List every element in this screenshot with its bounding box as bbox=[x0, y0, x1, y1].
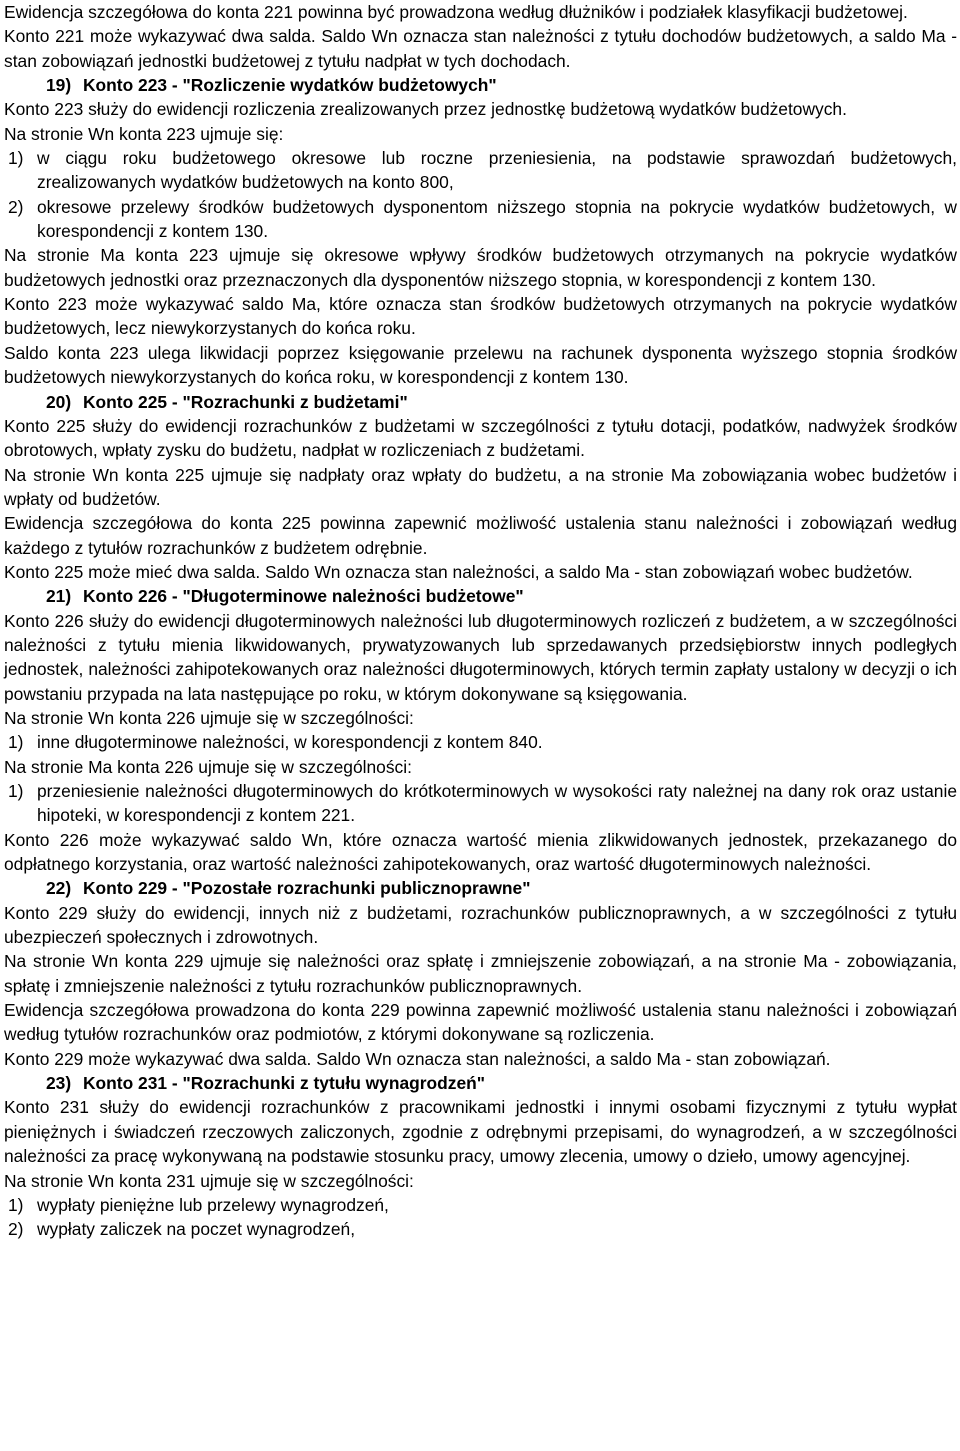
section-heading bbox=[4, 876, 957, 900]
list-item bbox=[4, 779, 957, 828]
section-title: Konto 229 - "Pozostałe rozrachunki publicznoprawne" bbox=[83, 878, 531, 899]
section-title: Konto 223 - "Rozliczenie wydatków budżetowych" bbox=[83, 75, 497, 96]
section-number: 23) bbox=[46, 1073, 72, 1094]
section-title: Konto 231 - "Rozrachunki z tytułu wynagrodzeń" bbox=[83, 1073, 486, 1094]
section-heading bbox=[4, 73, 957, 97]
section-heading bbox=[4, 584, 957, 608]
list-item-number: 1) bbox=[8, 732, 24, 753]
list-item bbox=[4, 195, 957, 244]
paragraph: Na stronie Wn konta 231 ujmuje się w szczególności: bbox=[4, 1170, 414, 1191]
list-item-text: przeniesienie należności długoterminowych do krótkoterminowych w wysokości raty należnej na dany rok oraz ustanie hipoteki, w korespondencji z kontem 221. bbox=[37, 781, 957, 826]
paragraph: Na stronie Wn konta 229 ujmuje się należności oraz spłatę i zmniejszenie zobowiązań, a na stronie Ma - zobowiązania, spłatę i zmniejszenie należności z tytułu rozrachunków publicznoprawnych. bbox=[4, 951, 957, 996]
list-item-text: wypłaty pieniężne lub przelewy wynagrodzeń, bbox=[37, 1194, 389, 1215]
paragraph: Na stronie Ma konta 223 ujmuje się okresowe wpływy środków budżetowych otrzymanych na pokrycie wydatków budżetowych jednostki oraz przeznaczonych dla dysponentów niższego stopnia, w korespondencji z kontem 130. bbox=[4, 245, 957, 290]
paragraph: Konto 221 może wykazywać dwa salda. Saldo Wn oznacza stan należności z tytułu dochodów budżetowych, a saldo Ma - stan zobowiązań jednostki budżetowej z tytułu nadpłat w tych dochodach. bbox=[4, 26, 957, 71]
section-number: 21) bbox=[46, 586, 72, 607]
paragraph: Konto 226 może wykazywać saldo Wn, które oznacza wartość mienia zlikwidowanych jednostek, przekazanego do odpłatnego korzystania, oraz wartość należności zahipotekowanych, oraz wartość długoterminowych należności. bbox=[4, 829, 957, 875]
list-item-text: okresowe przelewy środków budżetowych dysponentom niższego stopnia na pokrycie wydatków budżetowych, w korespondencji z kontem 130. bbox=[37, 196, 957, 242]
list-item bbox=[4, 1193, 957, 1217]
section-heading bbox=[4, 1071, 957, 1095]
list-item-number: 1) bbox=[8, 1194, 24, 1215]
list-item-text: inne długoterminowe należności, w korespondencji z kontem 840. bbox=[37, 732, 543, 753]
paragraph: Konto 229 służy do ewidencji, innych niż z budżetami, rozrachunków publicznoprawnych, a w szczególności z tytułu ubezpieczeń społecznych i zdrowotnych. bbox=[4, 902, 957, 948]
paragraph: Konto 229 może wykazywać dwa salda. Saldo Wn oznacza stan należności, a saldo Ma - stan zobowiązań. bbox=[4, 1048, 831, 1069]
paragraph: Na stronie Wn konta 225 ujmuje się nadpłaty oraz wpłaty do budżetu, a na stronie Ma zobowiązania wobec budżetów i wpłaty od budżetów. bbox=[4, 464, 957, 509]
paragraph: Ewidencja szczegółowa do konta 221 powinna być prowadzona według dłużników i podziałek klasyfikacji budżetowej. bbox=[4, 2, 908, 22]
paragraph: Konto 231 służy do ewidencji rozrachunków z pracownikami jednostki i innymi osobami fizycznymi z tytułu wypłat pieniężnych i świadczeń rzeczowych zaliczonych, zgodnie z odrębnymi przepisami, do wynagrodzeń, a w szczególności należności za pracę wykonywaną na podstawie stosunku pracy, umowy zlecenia, umowy o dzieło, umowy agencyjnej. bbox=[4, 1097, 957, 1167]
paragraph: Saldo konta 223 ulega likwidacji poprzez księgowanie przelewu na rachunek dysponenta wyższego stopnia środków budżetowych niewykorzystanych do końca roku, w korespondencji z kontem 130. bbox=[4, 342, 957, 388]
paragraph: Konto 226 służy do ewidencji długoterminowych należności lub długoterminowych rozliczeń z budżetem, a w szczególności należności z tytułu mienia likwidowanych, prywatyzowanych lub sprzedawanych przedsiębiorstw innych podległych jednostek, należności zahipotekowanych oraz należności długoterminowych, których termin zapłaty ustalony w decyzji o ich powstaniu przypada na lata następujące po roku, w którym dokonywane są księgowania. bbox=[4, 610, 957, 704]
list-item-number: 1) bbox=[8, 781, 24, 801]
paragraph: Ewidencja szczegółowa do konta 225 powinna zapewnić możliwość ustalenia stanu należności i zobowiązań według każdego z tytułów rozrachunków z budżetem odrębnie. bbox=[4, 513, 957, 558]
paragraph: Konto 225 może mieć dwa salda. Saldo Wn oznacza stan należności, a saldo Ma - stan zobowiązań wobec budżetów. bbox=[4, 561, 913, 582]
list-item bbox=[4, 1217, 957, 1241]
paragraph: Na stronie Ma konta 226 ujmuje się w szczególności: bbox=[4, 756, 412, 777]
list-item-number: 2) bbox=[8, 1219, 24, 1240]
section-title: Konto 225 - "Rozrachunki z budżetami" bbox=[83, 391, 408, 412]
list-item bbox=[4, 146, 957, 195]
paragraph: Na stronie Wn konta 226 ujmuje się w szczególności: bbox=[4, 707, 414, 728]
list-item-number: 1) bbox=[8, 148, 24, 169]
section-number: 19) bbox=[46, 75, 72, 96]
section-number: 22) bbox=[46, 878, 72, 899]
list-item bbox=[4, 730, 957, 754]
paragraph: Konto 225 służy do ewidencji rozrachunków z budżetami w szczególności z tytułu dotacji, podatków, nadwyżek środków obrotowych, wpłaty zysku do budżetu, nadpłat w rozliczeniach z budżetami. bbox=[4, 415, 957, 461]
list-item-text: wypłaty zaliczek na poczet wynagrodzeń, bbox=[37, 1219, 356, 1240]
paragraph: Ewidencja szczegółowa prowadzona do konta 229 powinna zapewnić możliwość ustalenia stanu należności i zobowiązań według tytułów rozrachunków oraz podmiotów, z którymi dokonywane są rozliczenia. bbox=[4, 1000, 957, 1045]
paragraph: Konto 223 może wykazywać saldo Ma, które oznacza stan środków budżetowych otrzymanych na pokrycie wydatków budżetowych, lecz niewykorzystanych do końca roku. bbox=[4, 294, 957, 339]
list-item-number: 2) bbox=[8, 196, 24, 217]
section-title: Konto 226 - "Długoterminowe należności budżetowe" bbox=[83, 586, 524, 607]
section-number: 20) bbox=[46, 391, 72, 412]
section-heading bbox=[4, 390, 957, 414]
list-item-text: w ciągu roku budżetowego okresowe lub roczne przeniesienia, na podstawie sprawozdań budżetowych, zrealizowanych wydatków budżetowych na konto 800, bbox=[37, 148, 957, 193]
paragraph: Konto 223 służy do ewidencji rozliczenia zrealizowanych przez jednostkę budżetową wydatków budżetowych. bbox=[4, 99, 847, 120]
paragraph: Na stronie Wn konta 223 ujmuje się: bbox=[4, 123, 284, 144]
